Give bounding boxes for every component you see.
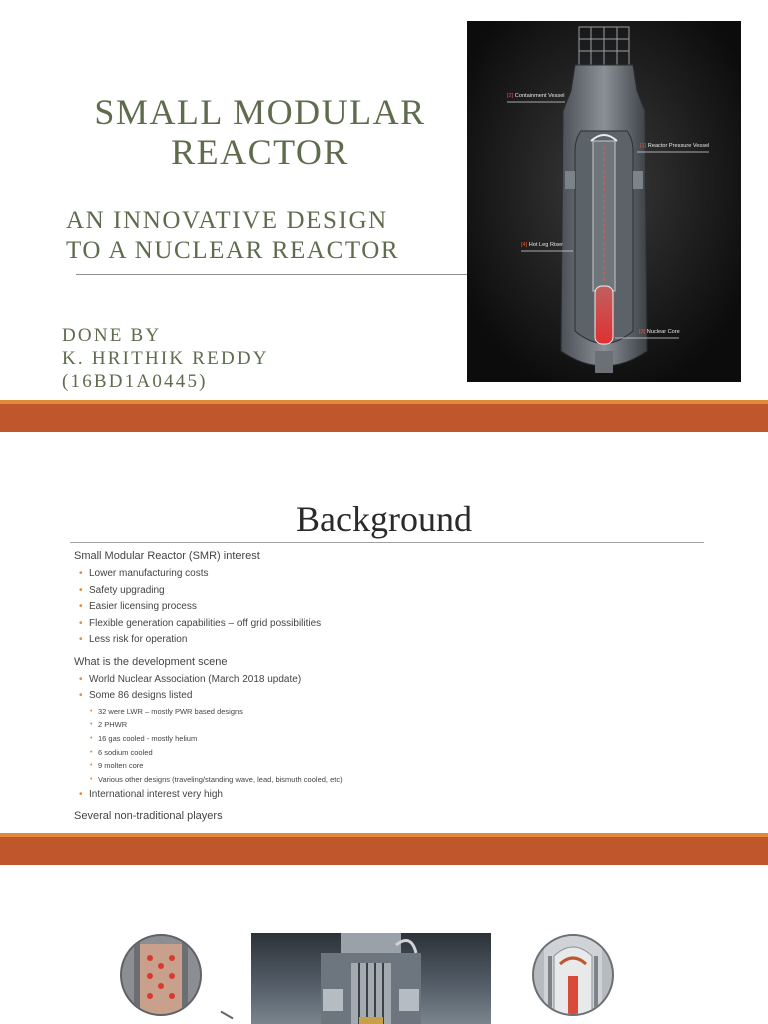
slide-separator-band xyxy=(0,404,768,432)
author-line-2: K. HRITHIK REDDY xyxy=(62,348,269,369)
list-item: • Some 86 designs listed xyxy=(74,688,714,705)
slide-title: Background xyxy=(296,499,472,539)
bullet-list xyxy=(74,672,714,804)
sub-list-item: • Various other designs (traveling/standing wave, lead, bismuth cooled, etc) xyxy=(74,773,714,787)
list-item: • Lower manufacturing costs xyxy=(74,566,714,583)
sub-list-item: • 2 PHWR xyxy=(74,718,714,732)
list-item: • Easier licensing process xyxy=(74,599,714,616)
list-item: • World Nuclear Association (March 2018 update) xyxy=(74,672,714,689)
riser-closeup-image xyxy=(532,934,614,1016)
slide-subtitle xyxy=(66,206,399,266)
diagram-label-reactor-pressure-vessel: [1] Reactor Pressure Vessel xyxy=(640,143,710,149)
title-line-1: SMALL MODULAR xyxy=(94,92,426,132)
diagram-label-hot-leg-riser: [4] Hot Leg Riser xyxy=(521,242,563,248)
diagram-label-containment-vessel: [2] Containment Vessel xyxy=(507,93,565,99)
reactor-diagram-image xyxy=(467,21,741,382)
bullet-list xyxy=(74,566,714,649)
core-closeup-image xyxy=(120,934,202,1016)
title-divider xyxy=(70,542,704,543)
title-line-2: REACTOR xyxy=(171,132,349,172)
list-item: • Less risk for operation xyxy=(74,632,714,649)
subtitle-line-2: TO A NUCLEAR REACTOR xyxy=(66,237,400,264)
list-item: • International interest very high xyxy=(74,787,714,804)
sub-list-item: • 9 molten core xyxy=(74,759,714,773)
title-divider xyxy=(76,274,468,275)
reactor-module-image xyxy=(251,933,491,1024)
author-line-1: DONE BY xyxy=(62,325,162,346)
sub-list-item: • 32 were LWR – mostly PWR based designs xyxy=(74,705,714,719)
sub-list-item: • 16 gas cooled - mostly helium xyxy=(74,732,714,746)
title-slide xyxy=(0,0,768,400)
slide-separator-band xyxy=(0,837,768,865)
section-heading: Several non-traditional players xyxy=(74,810,223,823)
section-heading: Small Modular Reactor (SMR) interest xyxy=(74,550,260,562)
sub-list-item: • 6 sodium cooled xyxy=(74,746,714,760)
section-heading: What is the development scene xyxy=(74,655,228,668)
arrow-icon xyxy=(220,1011,233,1020)
background-slide xyxy=(0,432,768,835)
author-line-3: (16BD1A0445) xyxy=(62,371,208,392)
subtitle-line-1: AN INNOVATIVE DESIGN xyxy=(66,207,388,234)
list-item: • Flexible generation capabilities – off grid possibilities xyxy=(74,616,714,633)
slide-body xyxy=(74,549,714,826)
list-item: • Safety upgrading xyxy=(74,583,714,600)
author-block xyxy=(62,324,269,393)
slide-title xyxy=(60,92,460,172)
diagram-slide xyxy=(0,866,768,1024)
diagram-label-nuclear-core: [3] Nuclear Core xyxy=(639,329,680,335)
